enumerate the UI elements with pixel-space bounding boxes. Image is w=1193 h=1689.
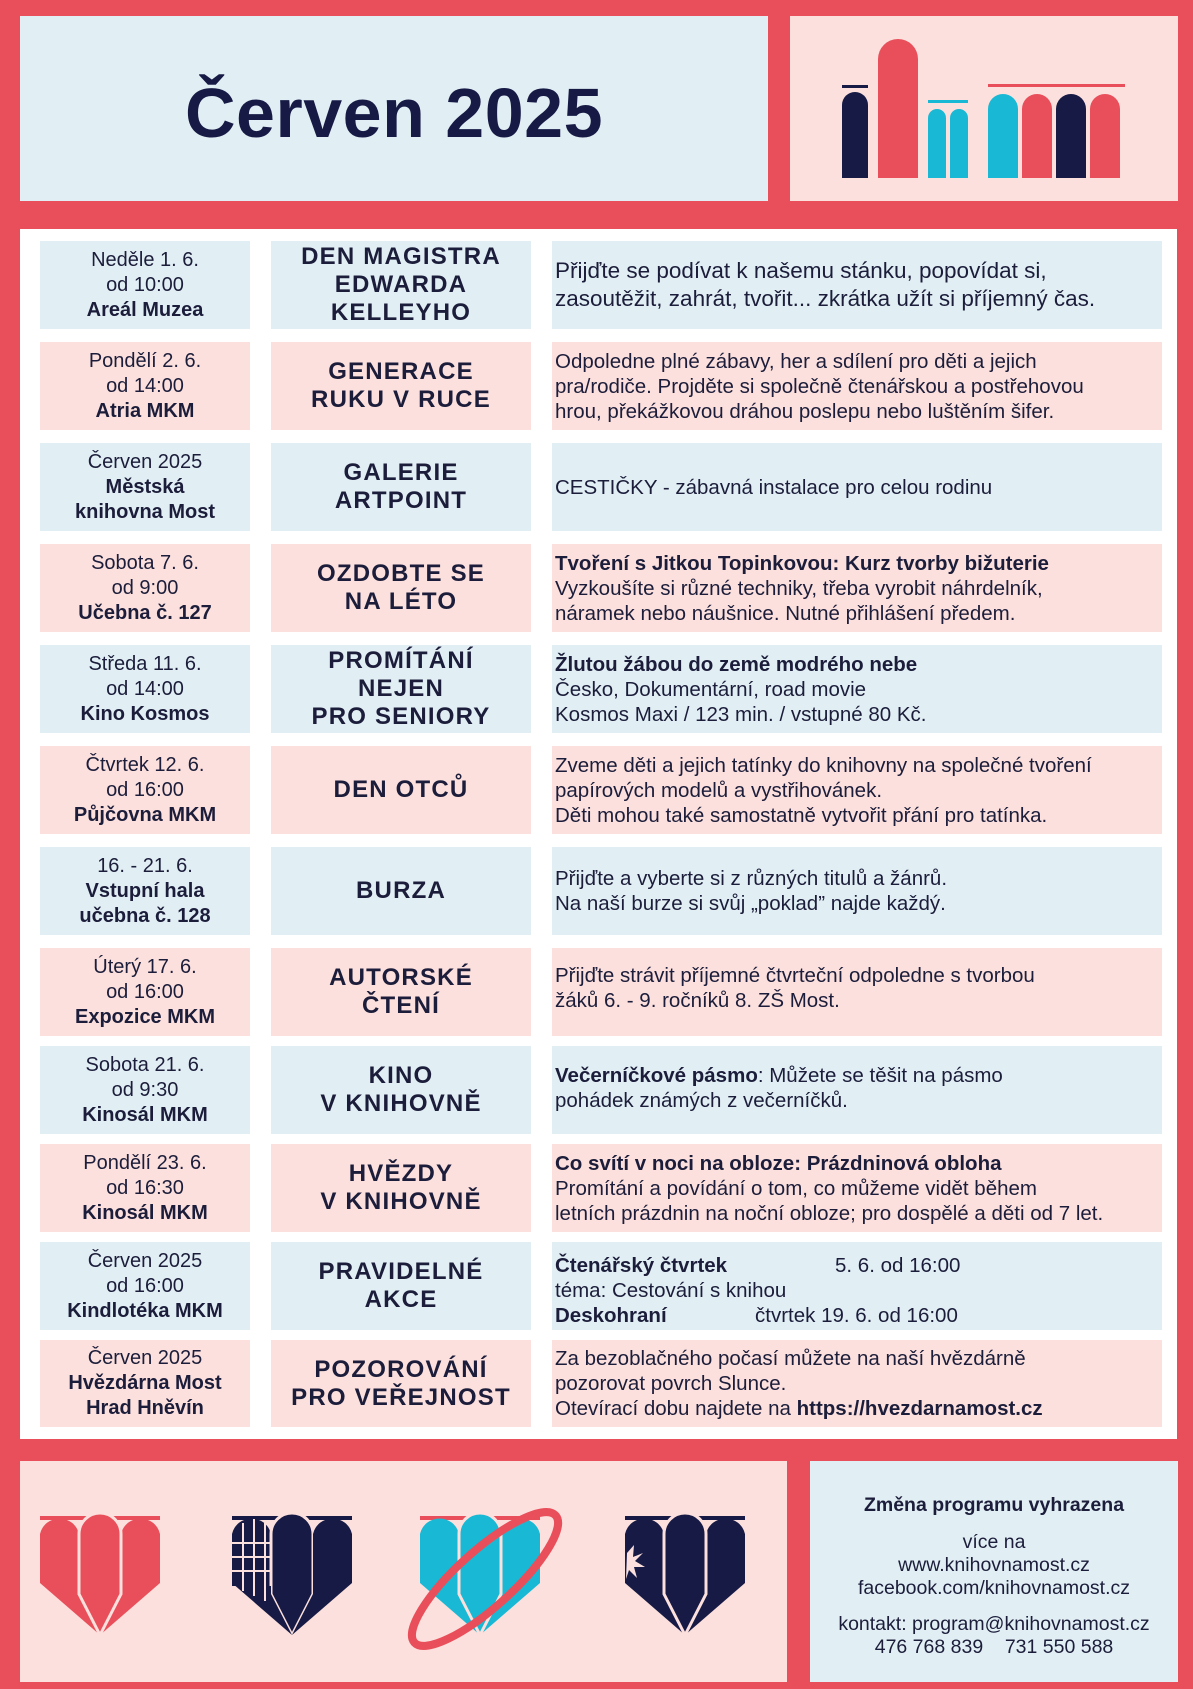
regular-event-when: čtvrtek 19. 6. od 16:00 bbox=[755, 1304, 958, 1327]
event-title-cell bbox=[271, 847, 531, 935]
event-date: Úterý 17. 6. bbox=[93, 955, 197, 978]
event-date: Sobota 7. 6. bbox=[91, 551, 199, 574]
event-place: Učebna č. 127 bbox=[78, 601, 212, 624]
header-title-panel bbox=[20, 16, 768, 201]
event-title-cell bbox=[271, 645, 531, 733]
event-desc-line: papírových modelů a vystřihovánek. bbox=[555, 778, 883, 802]
event-desc-line: CESTIČKY - zábavná instalace pro celou rodinu bbox=[555, 475, 993, 499]
event-title-line: DEN MAGISTRA bbox=[301, 243, 501, 270]
event-desc-cell bbox=[552, 948, 1162, 1036]
event-title-line: PROMÍTÁNÍ bbox=[328, 647, 474, 674]
event-date-cell bbox=[40, 544, 250, 632]
event-time: od 16:00 bbox=[106, 778, 184, 801]
footer-icons-panel bbox=[20, 1461, 787, 1682]
event-time: od 16:00 bbox=[106, 980, 184, 1003]
event-desc-cell bbox=[552, 544, 1162, 632]
website-link[interactable]: www.knihovnamost.cz bbox=[898, 1554, 1090, 1576]
event-title-line: PRO VEŘEJNOST bbox=[291, 1383, 511, 1411]
event-time: od 9:00 bbox=[111, 576, 179, 599]
event-time: od 10:00 bbox=[106, 273, 184, 296]
event-desc-line: Přijďte a vyberte si z různých titulů a žánrů. bbox=[555, 867, 948, 890]
event-row bbox=[40, 1242, 1181, 1330]
event-place: Hrad Hněvín bbox=[86, 1397, 204, 1419]
event-place: učebna č. 128 bbox=[79, 904, 211, 927]
event-desc-line bbox=[555, 1396, 1162, 1421]
event-desc-cell bbox=[552, 1144, 1162, 1232]
event-desc-line: Děti mohou také samostatně vytvořit přání pro tatínka. bbox=[555, 803, 1048, 827]
event-row bbox=[40, 443, 1181, 531]
event-desc-cell bbox=[552, 1046, 1162, 1134]
event-time: od 14:00 bbox=[106, 677, 184, 700]
facebook-link[interactable]: facebook.com/knihovnamost.cz bbox=[857, 1577, 1131, 1599]
event-date: Pondělí 2. 6. bbox=[88, 349, 202, 372]
event-date-cell bbox=[40, 443, 250, 531]
event-row bbox=[40, 645, 1181, 733]
event-title-cell bbox=[271, 1340, 531, 1427]
event-title-cell bbox=[271, 241, 531, 329]
contact-phones: 476 768 839 731 550 588 bbox=[874, 1636, 1114, 1658]
event-title-cell bbox=[271, 1144, 531, 1232]
event-place: Kindlotéka MKM bbox=[67, 1299, 223, 1322]
event-desc-line: Přijďte strávit příjemné čtvrteční odpoledne s tvorbou bbox=[555, 964, 1035, 987]
event-desc-line: náramek nebo náušnice. Nutné přihlášení předem. bbox=[555, 601, 1016, 625]
event-desc-cell bbox=[552, 1242, 1162, 1330]
event-desc-text: : Můžete se těšit na pásmo bbox=[757, 1064, 1003, 1087]
event-date: Neděle 1. 6. bbox=[91, 248, 199, 271]
event-desc-line: Kosmos Maxi / 123 min. / vstupné 80 Kč. bbox=[555, 702, 927, 726]
event-date-cell bbox=[40, 1144, 250, 1232]
event-date: Středa 11. 6. bbox=[88, 652, 202, 675]
event-row bbox=[40, 746, 1181, 834]
event-row bbox=[40, 1340, 1181, 1427]
event-place: Areál Muzea bbox=[86, 298, 204, 321]
event-date-cell bbox=[40, 1046, 250, 1134]
event-desc-cell bbox=[552, 241, 1162, 329]
event-title-cell bbox=[271, 948, 531, 1036]
event-title-line: DEN OTCŮ bbox=[333, 776, 469, 803]
event-date: 16. - 21. 6. bbox=[97, 854, 193, 877]
event-place: Městská bbox=[105, 475, 185, 498]
event-desc-line: Za bezoblačného počasí můžete na naší hvězdárně bbox=[555, 1347, 1026, 1370]
event-title-cell bbox=[271, 1046, 531, 1134]
regular-event-topic: téma: Cestování s knihou bbox=[555, 1279, 787, 1302]
heart-shield-red-icon bbox=[40, 1513, 160, 1635]
event-title-line: ARTPOINT bbox=[334, 487, 468, 514]
event-place: Hvězdárna Most bbox=[68, 1372, 222, 1394]
event-time: od 14:00 bbox=[106, 374, 184, 397]
event-date: Červen 2025 bbox=[87, 450, 203, 473]
event-row bbox=[40, 948, 1181, 1036]
event-desc-line: Promítání a povídání o tom, co můžeme vidět během bbox=[555, 1176, 1037, 1200]
more-info-label: více na bbox=[962, 1531, 1026, 1553]
event-title-line: PRAVIDELNÉ bbox=[318, 1258, 484, 1285]
event-title-cell bbox=[271, 746, 531, 834]
event-date-cell bbox=[40, 645, 250, 733]
event-place: Kinosál MKM bbox=[82, 1103, 208, 1126]
regular-event-1 bbox=[555, 1253, 727, 1278]
heart-shield-star-icon bbox=[625, 1513, 745, 1635]
event-title-line: AKCE bbox=[364, 1286, 438, 1313]
event-date: Pondělí 23. 6. bbox=[83, 1151, 207, 1174]
event-title-line: HVĚZDY bbox=[348, 1160, 454, 1187]
event-title-line: GALERIE bbox=[343, 459, 459, 486]
event-desc-text: Otevírací dobu najdete na bbox=[555, 1397, 797, 1420]
event-date-cell bbox=[40, 1340, 250, 1427]
event-title-cell bbox=[271, 544, 531, 632]
regular-event-when: 5. 6. od 16:00 bbox=[835, 1254, 961, 1277]
event-desc-line: hrou, překážkovou dráhou poslepu nebo luštěním šifer. bbox=[555, 399, 1055, 423]
heart-shield-orbit-icon bbox=[396, 1495, 575, 1664]
event-title-line: NA LÉTO bbox=[344, 588, 458, 615]
event-title-line: NEJEN bbox=[357, 675, 445, 702]
event-desc-cell bbox=[552, 1340, 1162, 1427]
event-time: od 16:30 bbox=[106, 1176, 184, 1199]
event-title-line: BURZA bbox=[356, 877, 446, 904]
event-title-line: OZDOBTE SE bbox=[316, 560, 485, 587]
event-date-cell bbox=[40, 746, 250, 834]
event-desc-heading: Žlutou žábou do země modrého nebe bbox=[555, 652, 918, 676]
event-place: Půjčovna MKM bbox=[73, 803, 217, 826]
event-title-line: V KNIHOVNĚ bbox=[320, 1090, 482, 1117]
event-desc-cell bbox=[552, 746, 1162, 834]
event-title-line: PRO SENIORY bbox=[311, 703, 491, 730]
event-place: Atria MKM bbox=[95, 399, 195, 422]
event-title-line: EDWARDA bbox=[334, 271, 468, 298]
event-desc-line: pra/rodiče. Projděte si společně čtenářskou a postřehovou bbox=[555, 374, 1084, 398]
event-date: Červen 2025 bbox=[87, 1347, 203, 1369]
event-title-line: KELLEYHO bbox=[330, 299, 472, 326]
heart-shield-grid-icon bbox=[232, 1513, 352, 1635]
event-date-cell bbox=[40, 342, 250, 430]
event-row bbox=[40, 544, 1181, 632]
event-desc-cell bbox=[552, 847, 1162, 935]
event-place: Expozice MKM bbox=[74, 1005, 216, 1028]
footer-contact bbox=[810, 1613, 1178, 1659]
event-date: Čtvrtek 12. 6. bbox=[85, 753, 205, 776]
event-desc-line: pozorovat povrch Slunce. bbox=[555, 1372, 787, 1395]
event-row bbox=[40, 342, 1181, 430]
regular-event-2 bbox=[555, 1303, 667, 1328]
event-title-cell bbox=[271, 342, 531, 430]
library-columns-logo bbox=[790, 16, 1178, 201]
event-desc-cell bbox=[552, 645, 1162, 733]
event-title-line: KINO bbox=[368, 1062, 434, 1089]
event-place: Kino Kosmos bbox=[80, 702, 210, 725]
event-date: Sobota 21. 6. bbox=[85, 1053, 205, 1076]
event-time: od 16:00 bbox=[106, 1274, 184, 1297]
event-date-cell bbox=[40, 1242, 250, 1330]
event-desc-line: Odpoledne plné zábavy, her a sdílení pro děti a jejich bbox=[555, 349, 1037, 373]
event-desc-line: Zveme děti a jejich tatínky do knihovny na společné tvoření bbox=[555, 753, 1092, 777]
regular-event-name: Deskohraní bbox=[555, 1304, 667, 1327]
event-row bbox=[40, 1046, 1181, 1134]
footer-info-panel bbox=[810, 1461, 1178, 1682]
event-time: od 9:30 bbox=[111, 1078, 179, 1101]
event-date: Červen 2025 bbox=[87, 1249, 203, 1272]
event-title-line: RUKU V RUCE bbox=[311, 386, 491, 413]
program-change-note: Změna programu vyhrazena bbox=[863, 1494, 1125, 1516]
event-date-cell bbox=[40, 241, 250, 329]
event-desc-line: žáků 6. - 9. ročníků 8. ZŠ Most. bbox=[555, 989, 840, 1012]
event-desc-line: Na naší burze si svůj „poklad” najde každý. bbox=[555, 892, 946, 915]
footer-more-info bbox=[810, 1531, 1178, 1600]
event-title-line: ČTENÍ bbox=[362, 992, 440, 1019]
event-date-cell bbox=[40, 948, 250, 1036]
header-logo-panel bbox=[790, 16, 1178, 201]
event-desc-cell bbox=[552, 443, 1162, 531]
regular-event-name: Čtenářský čtvrtek bbox=[555, 1254, 728, 1277]
event-date-cell bbox=[40, 847, 250, 935]
event-desc-line: Přijďte se podívat k našemu stánku, popovídat si, bbox=[555, 258, 1047, 283]
event-desc-cell bbox=[552, 342, 1162, 430]
event-desc-line: zasoutěžit, zahrát, tvořit... zkrátka užít si příjemný čas. bbox=[555, 286, 1096, 311]
event-desc-line: Česko, Dokumentární, road movie bbox=[555, 677, 867, 701]
event-desc-line: Vyzkoušíte si různé techniky, třeba vyrobit náhrdelník, bbox=[555, 576, 1043, 600]
event-desc-heading: Tvoření s Jitkou Topinkovou: Kurz tvorby bižuterie bbox=[555, 551, 1049, 575]
event-place: Kinosál MKM bbox=[82, 1201, 208, 1224]
event-title-line: POZOROVÁNÍ bbox=[314, 1355, 488, 1383]
event-desc-heading: Co svítí v noci na obloze: Prázdninová obloha bbox=[555, 1151, 1002, 1175]
contact-email[interactable]: kontakt: program@knihovnamost.cz bbox=[838, 1613, 1150, 1635]
page-title: Červen 2025 bbox=[184, 74, 603, 152]
event-desc-heading: Večerníčkové pásmo bbox=[555, 1064, 758, 1087]
event-title-line: AUTORSKÉ bbox=[329, 964, 473, 991]
event-desc-line bbox=[555, 1063, 1162, 1088]
event-row bbox=[40, 847, 1181, 935]
event-place: Vstupní hala bbox=[85, 879, 205, 902]
observatory-link[interactable]: https://hvezdarnamost.cz bbox=[796, 1397, 1043, 1420]
event-place: knihovna Most bbox=[74, 500, 215, 523]
event-title-cell bbox=[271, 443, 531, 531]
event-title-line: GENERACE bbox=[328, 358, 474, 385]
event-row bbox=[40, 241, 1181, 329]
schedule-panel bbox=[20, 229, 1177, 1439]
event-desc-line: letních prázdnin na noční obloze; pro dospělé a děti od 7 let. bbox=[555, 1201, 1104, 1225]
event-title-cell bbox=[271, 1242, 531, 1330]
event-title-line: V KNIHOVNĚ bbox=[320, 1188, 482, 1215]
event-desc-line: pohádek známých z večerníčků. bbox=[555, 1089, 848, 1112]
event-row bbox=[40, 1144, 1181, 1232]
